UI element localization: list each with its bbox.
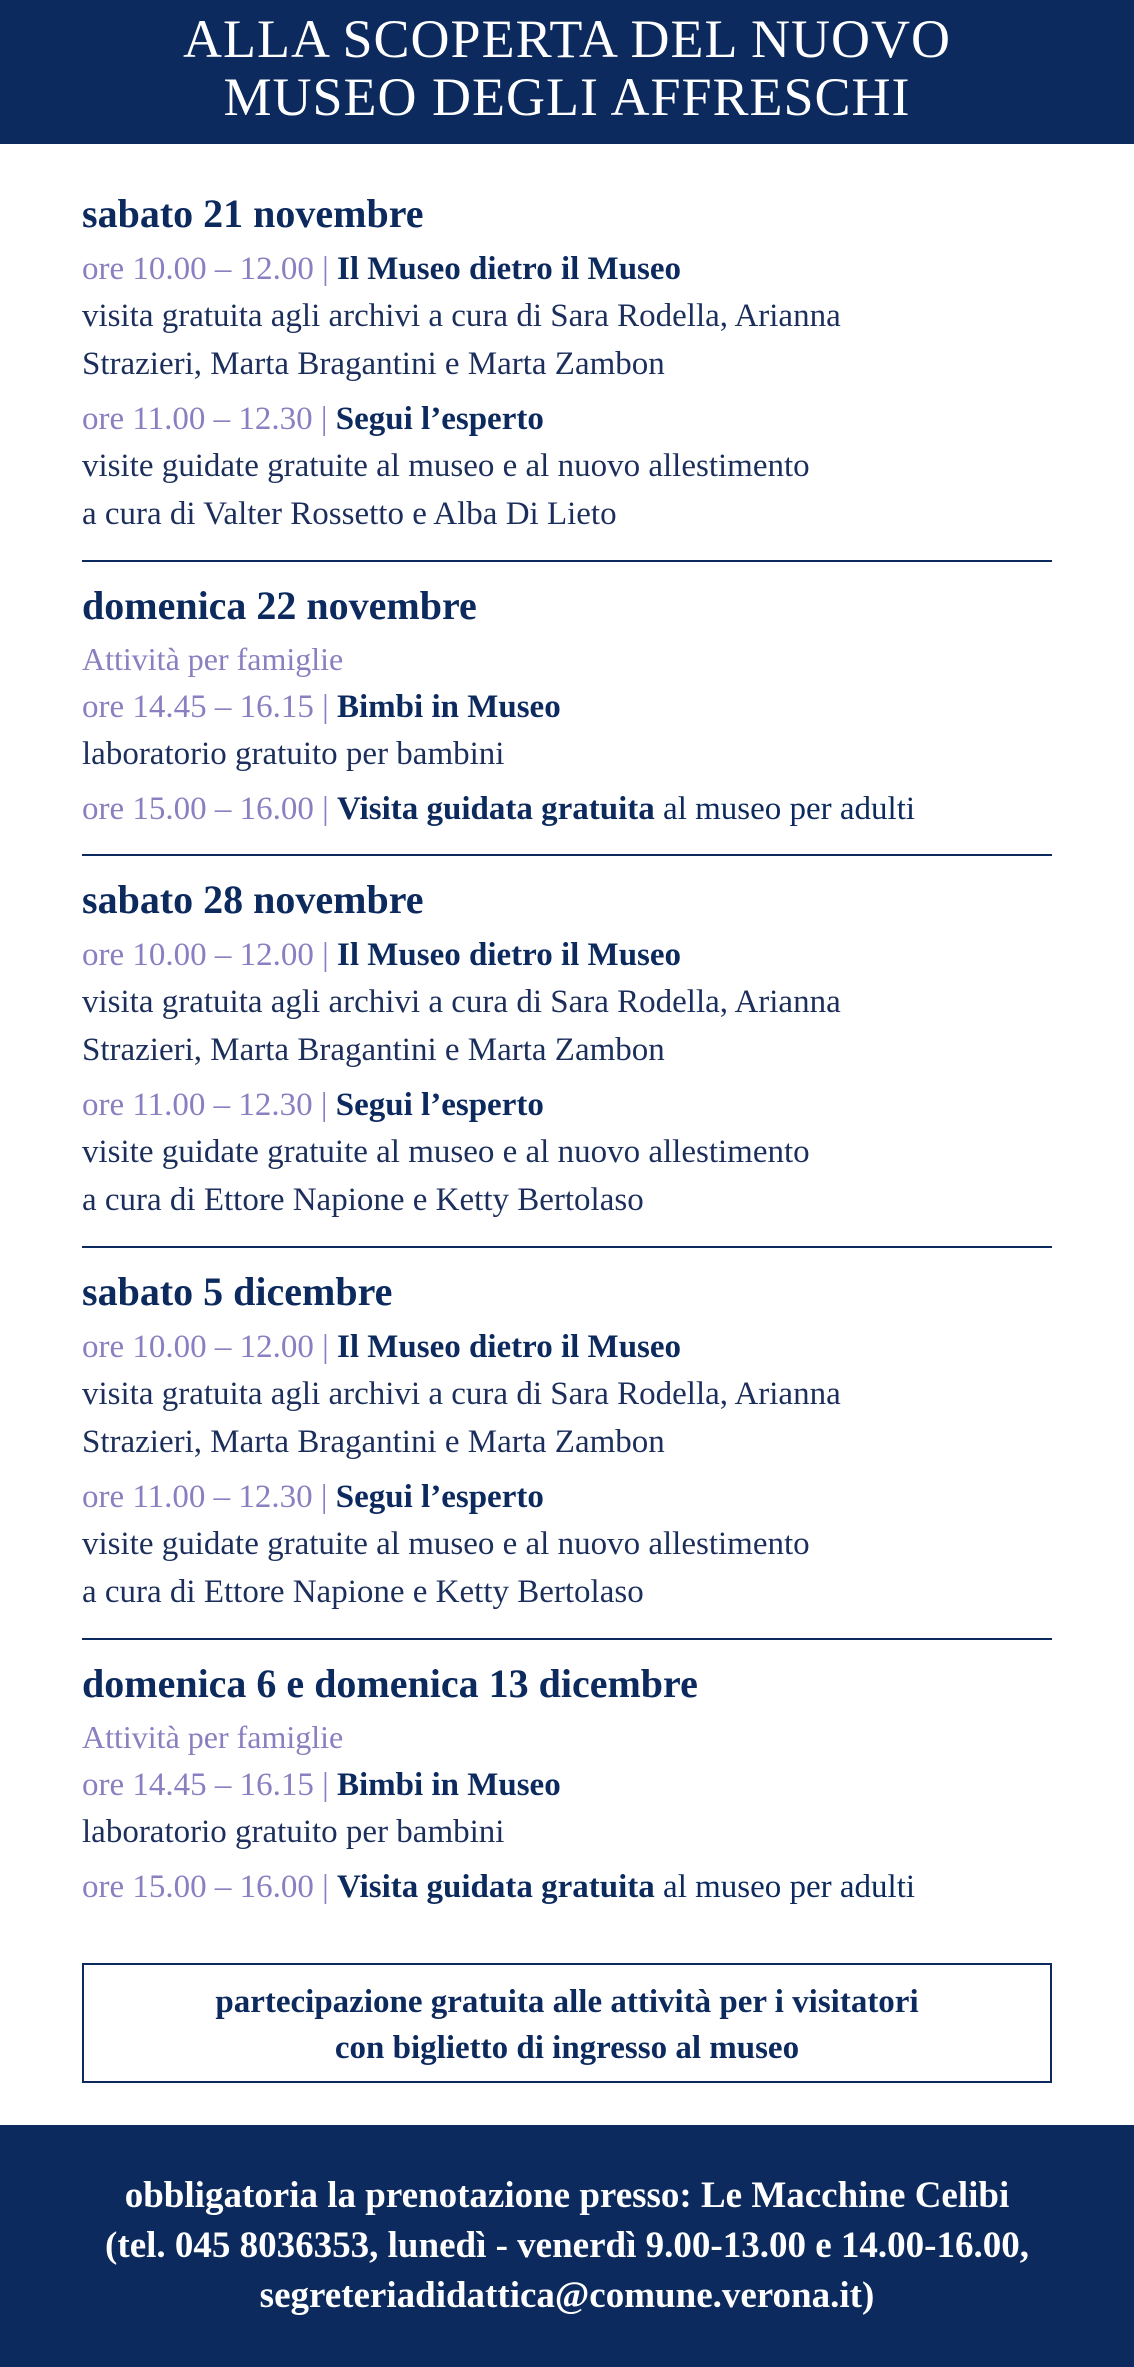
event-heading [82, 786, 1052, 832]
event-description: a cura di Ettore Napione e Ketty Bertolaso [82, 1574, 644, 1610]
event-description: a cura di Valter Rossetto e Alba Di Lieto [82, 496, 617, 532]
event-time: ore 15.00 – 16.00 [82, 791, 314, 827]
event [82, 684, 1052, 778]
event [82, 1324, 1052, 1466]
event-time: ore 14.45 – 16.15 [82, 689, 314, 725]
event-tail: al museo per adulti [663, 1869, 916, 1905]
day-section [82, 580, 1052, 856]
event-heading [82, 684, 1052, 730]
event-tail: al museo per adulti [663, 791, 916, 827]
event-title: Visita guidata gratuita [337, 791, 655, 827]
event-heading [82, 246, 1052, 292]
event [82, 786, 1052, 832]
footer-line-1: obbligatoria la prenotazione presso: Le Macchine Celibi [124, 2175, 1010, 2216]
day-section [82, 188, 1052, 562]
event [82, 246, 1052, 388]
event-description: a cura di Ettore Napione e Ketty Bertolaso [82, 1182, 644, 1218]
event [82, 1864, 1052, 1910]
event-time: ore 11.00 – 12.30 [82, 1479, 313, 1515]
separator: | [322, 1767, 329, 1803]
event-heading [82, 1082, 1052, 1128]
separator: | [322, 251, 329, 287]
event-heading [82, 1864, 1052, 1910]
event-time: ore 10.00 – 12.00 [82, 937, 314, 973]
header-title-line-2: MUSEO DEGLI AFFRESCHI [223, 67, 911, 127]
event-title: Segui l’esperto [335, 1479, 544, 1515]
event-title: Il Museo dietro il Museo [337, 1329, 682, 1365]
free-participation-notice [82, 1963, 1052, 2083]
event-description: Strazieri, Marta Bragantini e Marta Zambon [82, 1032, 665, 1068]
event-description: visite guidate gratuite al museo e al nuovo allestimento [82, 448, 810, 484]
event-heading [82, 396, 1052, 442]
footer-line-2: (tel. 045 8036353, lunedì - venerdì 9.00-13.00 e 14.00-16.00, [105, 2225, 1029, 2266]
event-title: Segui l’esperto [335, 1087, 544, 1123]
separator: | [322, 689, 329, 725]
event [82, 932, 1052, 1074]
separator: | [322, 1869, 329, 1905]
event-description: laboratorio gratuito per bambini [82, 736, 505, 772]
event-description: visita gratuita agli archivi a cura di Sara Rodella, Arianna [82, 298, 841, 334]
event-description: visite guidate gratuite al museo e al nuovo allestimento [82, 1134, 810, 1170]
event-time: ore 10.00 – 12.00 [82, 251, 314, 287]
event [82, 396, 1052, 538]
day-subtitle: Attività per famiglie [82, 1719, 344, 1755]
event-description: Strazieri, Marta Bragantini e Marta Zambon [82, 1424, 665, 1460]
separator: | [320, 401, 328, 437]
day-section [82, 1658, 1052, 1932]
event-heading [82, 1474, 1052, 1520]
separator: | [320, 1479, 328, 1515]
event-time: ore 15.00 – 16.00 [82, 1869, 314, 1905]
event [82, 1762, 1052, 1856]
notice-line-2: con biglietto di ingresso al museo [334, 2030, 800, 2066]
event-title: Il Museo dietro il Museo [337, 251, 682, 287]
event-heading [82, 932, 1052, 978]
notice-line-1: partecipazione gratuita alle attività per i visitatori [215, 1984, 919, 2020]
event-time: ore 14.45 – 16.15 [82, 1767, 314, 1803]
event-time: ore 10.00 – 12.00 [82, 1329, 314, 1365]
separator: | [320, 1087, 328, 1123]
header-title-line-1: ALLA SCOPERTA DEL NUOVO [183, 9, 951, 69]
event-description: Strazieri, Marta Bragantini e Marta Zambon [82, 346, 665, 382]
day-title: sabato 21 novembre [82, 191, 424, 236]
separator: | [322, 1329, 329, 1365]
event-title: Segui l’esperto [335, 401, 544, 437]
day-subtitle: Attività per famiglie [82, 641, 344, 677]
day-title: domenica 6 e domenica 13 dicembre [82, 1661, 698, 1706]
event-description: laboratorio gratuito per bambini [82, 1814, 505, 1850]
day-section [82, 1266, 1052, 1640]
separator: | [322, 937, 329, 973]
event-description: visita gratuita agli archivi a cura di Sara Rodella, Arianna [82, 1376, 841, 1412]
event-time: ore 11.00 – 12.30 [82, 1087, 313, 1123]
event-description: visite guidate gratuite al museo e al nuovo allestimento [82, 1526, 810, 1562]
separator: | [322, 791, 329, 827]
event-time: ore 11.00 – 12.30 [82, 401, 313, 437]
event-title: Visita guidata gratuita [337, 1869, 655, 1905]
day-title: domenica 22 novembre [82, 583, 477, 628]
event-title: Bimbi in Museo [337, 689, 561, 725]
schedule [82, 188, 1052, 1932]
day-section [82, 874, 1052, 1248]
day-title: sabato 28 novembre [82, 877, 424, 922]
event [82, 1082, 1052, 1224]
day-title: sabato 5 dicembre [82, 1269, 393, 1314]
footer-email: segreteriadidattica@comune.verona.it) [259, 2275, 875, 2316]
header-banner [0, 0, 1134, 144]
event-heading [82, 1762, 1052, 1808]
event-title: Bimbi in Museo [337, 1767, 561, 1803]
event [82, 1474, 1052, 1616]
event-description: visita gratuita agli archivi a cura di Sara Rodella, Arianna [82, 984, 841, 1020]
event-heading [82, 1324, 1052, 1370]
booking-footer [0, 2125, 1134, 2367]
event-title: Il Museo dietro il Museo [337, 937, 682, 973]
